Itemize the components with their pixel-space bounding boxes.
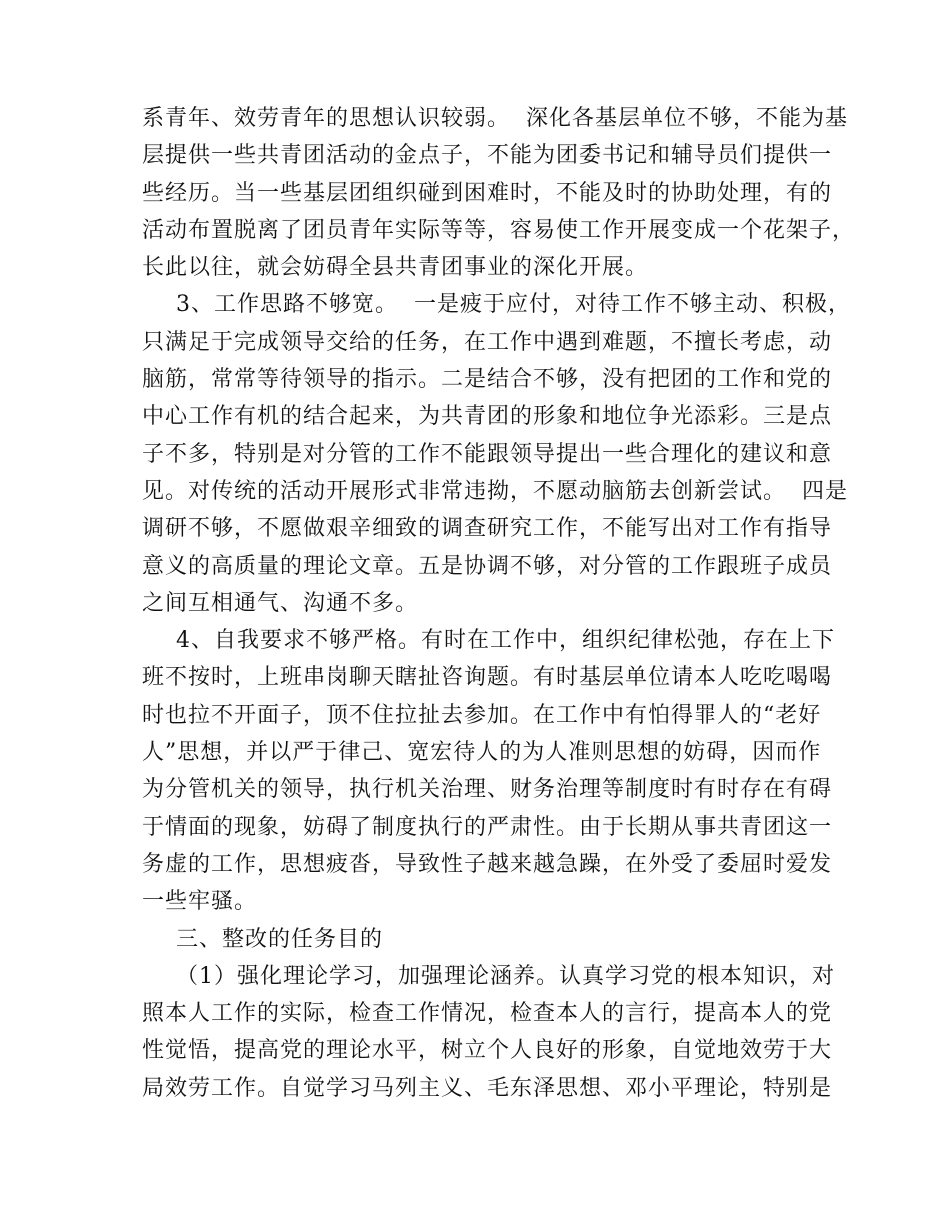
text-line: 一些牢骚。 — [142, 889, 258, 915]
text-line: （1）强化理论学习，加强理论涵养。认真学习党的根本知识，对 — [176, 963, 835, 989]
text-line: 人”思想，并以严于律己、宽宏待人的为人准则思想的妨碍，因而作 — [142, 740, 822, 766]
text-line: 3、工作思路不够宽。 一是疲于应付，对待工作不够主动、积极， — [176, 292, 851, 318]
text-line: 系青年、效劳青年的思想认识较弱。 深化各基层单位不够，不能为基 — [142, 106, 848, 131]
text-line: 之间互相通气、沟通不多。 — [142, 590, 419, 616]
text-line: 性觉悟，提高党的理论水平，树立个人良好的形象，自觉地效劳于大 — [142, 1038, 833, 1064]
text-line: 于情面的现象，妨碍了制度执行的严肃性。由于长期从事共青团这一 — [142, 814, 833, 840]
text-line: 班不按时，上班串岗聊天瞎扯咨询题。有时基层单位请本人吃吃喝喝 — [142, 665, 833, 691]
text-line: 些经历。当一些基层团组织碰到困难时，不能及时的协助处理，有的 — [142, 180, 833, 206]
text-line: 层提供一些共青团活动的金点子，不能为团委书记和辅导员们提供一 — [142, 143, 833, 169]
text-line: 活动布置脱离了团员青年实际等等，容易使工作开展变成一个花架子， — [142, 217, 856, 243]
text-line: 为分管机关的领导，执行机关治理、财务治理等制度时有时存在有碍 — [142, 777, 833, 803]
text-line: 见。对传统的活动开展形式非常违拗，不愿动脑筋去创新尝试。 四是 — [142, 478, 848, 504]
text-line: 局效劳工作。自觉学习马列主义、毛东泽思想、邓小平理论，特别是 — [142, 1075, 833, 1101]
text-line: 务虚的工作，思想疲沓，导致性子越来越急躁，在外受了委屈时爱发 — [142, 851, 833, 877]
text-line: 调研不够，不愿做艰辛细致的调查研究工作，不能写出对工作有指导 — [142, 516, 833, 542]
text-line: 长此以往，就会妨碍全县共青团事业的深化开展。 — [142, 255, 649, 281]
document-body — [142, 100, 856, 1107]
section-heading: 三、整改的任务目的 — [176, 926, 384, 952]
text-line: 时也拉不开面子，顶不住拉扯去参加。在工作中有怕得罪人的“老好 — [142, 702, 822, 728]
text-line: 4、自我要求不够严格。有时在工作中，组织纪律松弛，存在上下 — [176, 628, 835, 654]
text-line: 中心工作有机的结合起来，为共青团的形象和地位争光添彩。三是点 — [142, 404, 833, 430]
text-line: 意义的高质量的理论文章。五是协调不够，对分管的工作跟班子成员 — [142, 553, 833, 579]
text-line: 子不多，特别是对分管的工作不能跟领导提出一些合理化的建议和意 — [142, 441, 833, 467]
text-line: 只满足于完成领导交给的任务，在工作中遇到难题，不擅长考虑，动 — [142, 329, 833, 355]
text-line: 脑筋，常常等待领导的指示。二是结合不够，没有把团的工作和党的 — [142, 367, 833, 393]
text-line: 照本人工作的实际，检查工作情况，检查本人的言行，提高本人的党 — [142, 1001, 833, 1027]
